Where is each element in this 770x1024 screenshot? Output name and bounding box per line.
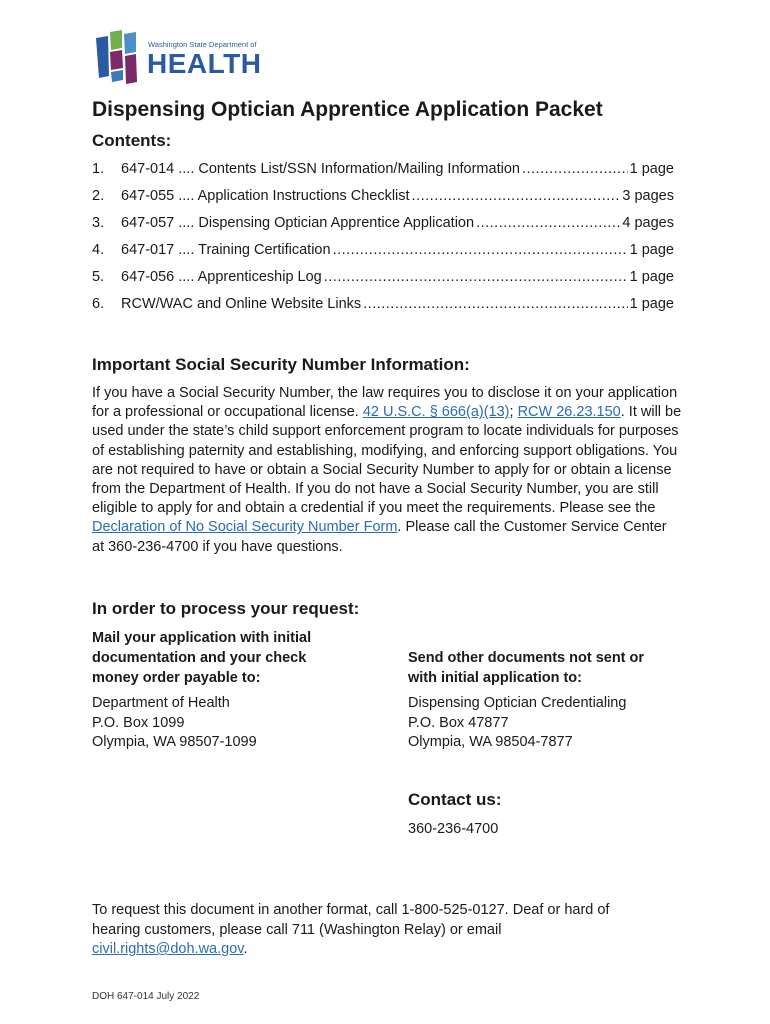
toc-item — [92, 215, 674, 235]
toc-leader — [324, 269, 628, 285]
declaration-form-link[interactable]: Declaration of No Social Security Number Form — [92, 519, 398, 536]
toc-item-pages: 4 pages — [622, 215, 674, 231]
contents-heading: Contents: — [92, 131, 172, 150]
toc-item-pages: 1 page — [629, 161, 674, 177]
toc-item-number: 6. — [92, 296, 105, 312]
toc-item — [92, 242, 674, 262]
other-docs-address — [408, 694, 708, 753]
doh-logo-mark-icon — [94, 30, 150, 86]
mail-instructions — [92, 628, 382, 688]
page-title: Dispensing Optician Apprentice Application Packet — [92, 98, 603, 121]
ssn-paragraph — [92, 384, 682, 557]
logo-big-text: HEALTH — [147, 48, 262, 79]
mail-instructions-line: Mail your application with initial — [92, 630, 312, 646]
accessibility-note — [92, 901, 652, 960]
mail-instructions-line: documentation and your check — [92, 650, 307, 666]
ssn-text: If you have a Social Security Number, the law requires you to disclose it on your application for a professional or occupational license. — [92, 385, 678, 421]
toc-leader — [333, 242, 628, 258]
toc-item — [92, 161, 674, 181]
other-docs-instructions — [408, 648, 708, 688]
toc-item-pages: 3 pages — [622, 188, 674, 204]
toc-item — [92, 296, 674, 316]
ssn-heading: Important Social Security Number Information: — [92, 355, 470, 374]
ssn-text: . Please call the Customer Service Center at 360-236-4700 if you have questions. — [92, 519, 667, 555]
toc-leader — [476, 215, 620, 231]
other-docs-line: Send other documents not sent or — [408, 650, 645, 666]
toc-item — [92, 269, 674, 289]
toc-item-label: RCW/WAC and Online Website Links — [121, 296, 362, 312]
logo-small-text: Washington State Department of — [148, 40, 257, 49]
contact-phone: 360-236-4700 — [408, 821, 499, 837]
toc-item-label: 647-055 .... Application Instructions Checklist — [121, 188, 410, 204]
toc-item-number: 2. — [92, 188, 105, 204]
mail-address — [92, 694, 382, 753]
address-line: Olympia, WA 98504-7877 — [408, 734, 573, 750]
other-docs-line: with initial application to: — [408, 670, 582, 686]
process-heading: In order to process your request: — [92, 599, 360, 618]
accessibility-text: . — [243, 941, 248, 957]
toc-item-pages: 1 page — [629, 296, 674, 312]
toc-leader — [412, 188, 621, 204]
address-line: Olympia, WA 98507-1099 — [92, 734, 257, 750]
toc-item-label: 647-056 .... Apprenticeship Log — [121, 269, 322, 285]
toc-item-pages: 1 page — [629, 269, 674, 285]
accessibility-text: To request this document in another format, call 1-800-525-0127. Deaf or hard of hearing customers, please call 711 (Washington Relay) or email — [92, 902, 610, 938]
toc-item-label: 647-057 .... Dispensing Optician Apprentice Application — [121, 215, 475, 231]
address-line: P.O. Box 47877 — [408, 714, 509, 731]
toc-leader — [363, 296, 628, 312]
ssn-text: . It will be used under the state’s child support enforcement program to locate individuals for purposes of establishing paternity and establishing, modifying, and enforcing support obligations. You are not required to have or obtain a Social Security Number to apply for or obtain a license from the Department of Health. If you do not have a Social Security Number, you are still eligible to apply for and obtain a credential if you meet the requirements. Please see the — [92, 404, 682, 517]
toc-item-number: 3. — [92, 215, 105, 231]
toc-item-pages: 1 page — [629, 242, 674, 258]
address-line: Department of Health — [92, 695, 230, 711]
toc-item-number: 4. — [92, 242, 105, 258]
address-line: Dispensing Optician Credentialing — [408, 695, 627, 711]
toc-item — [92, 188, 674, 208]
contact-heading: Contact us: — [408, 790, 502, 809]
ssn-text: ; — [509, 404, 518, 421]
document-id: DOH 647-014 July 2022 — [92, 991, 200, 1002]
email-link[interactable]: civil.rights@doh.wa.gov — [92, 941, 244, 957]
address-line: P.O. Box 1099 — [92, 714, 185, 731]
toc-item-label: 647-017 .... Training Certification — [121, 242, 331, 258]
toc-item-number: 1. — [92, 161, 105, 177]
rcw-link[interactable]: RCW 26.23.150 — [517, 404, 621, 421]
mail-instructions-line: money order payable to: — [92, 670, 261, 686]
toc-leader — [522, 161, 628, 177]
toc-item-number: 5. — [92, 269, 105, 285]
toc-item-label: 647-014 .... Contents List/SSN Information/Mailing Information — [121, 161, 520, 177]
usc-link[interactable]: 42 U.S.C. § 666(a)(13) — [362, 404, 510, 421]
